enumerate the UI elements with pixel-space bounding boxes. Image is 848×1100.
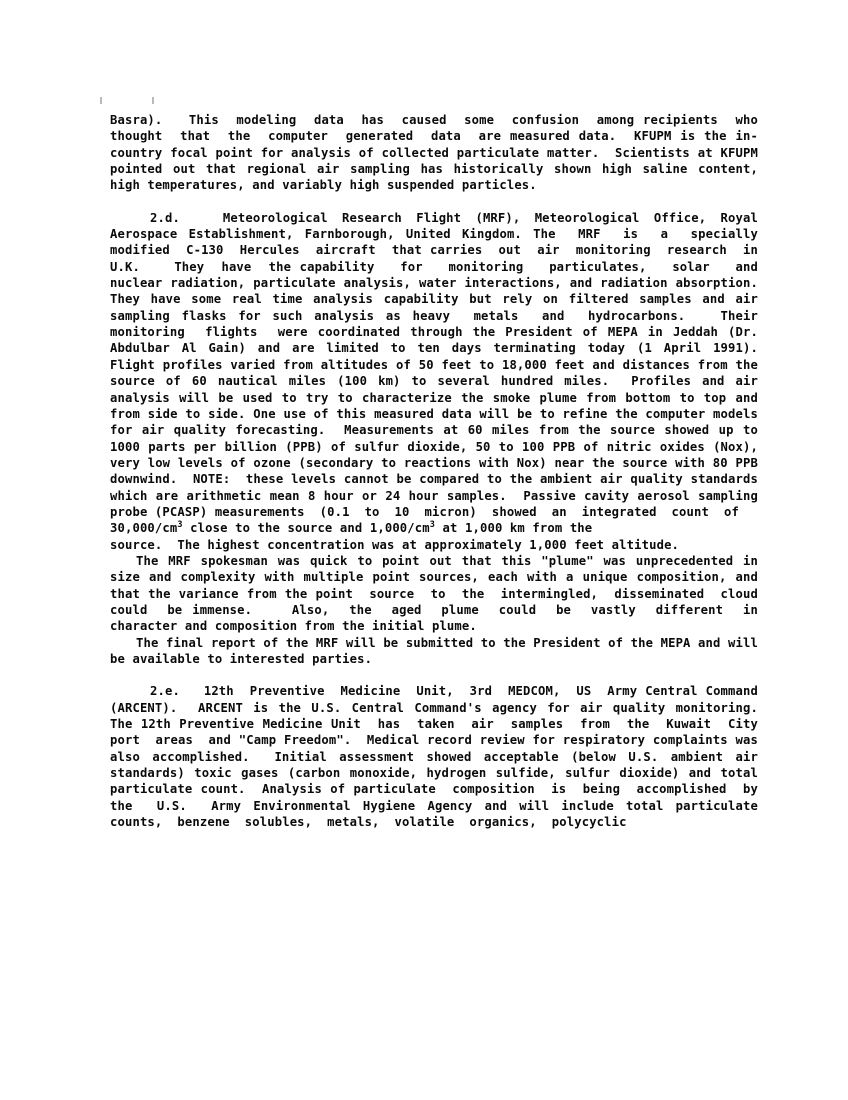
paragraph-2d: 2.d. Meteorological Research Flight (MRF), Meteorological Office, Royal Aerospace Establishment, Farnborough, United Kingdom. The MRF is a specially modified C-130 Hercules aircraft that carries out air monitoring research in U.K. They have the capability for monitoring particulates, solar and nuclear radiation, particulate analysis, water interactions, and radiation absorption. They have some real time analysis capability but rely on filtered samples and air sampling flasks for such analysis as heavy metals and hydrocarbons. Their monitoring flights were coordinated through the President of MEPA in Jeddah (Dr. Abdulbar Al Gain) and are limited to ten days terminating today (1 April 1991). Flight profiles varied from altitudes of 50 feet to 18,000 feet and distances from the source of 60 nautical miles (100 km) to several hundred miles. Profiles and air analysis will be used to try to characterize the smoke plume from bottom to top and from side to side. One use of this measured data will be to refine the computer models for air quality forecasting. Measurements at 60 miles from the source showed up to 1000 parts per billion (PPB) of sulfur dioxide, 50 to 100 PPB of nitric oxides (Nox), very low levels of ozone (secondary to reactions with Nox) near the source with 80 PPB downwind. NOTE: these levels cannot be compared to the ambient air quality standards which are arithmetic mean 8 hour or 24 hour samples. Passive cavity aerosol sampling probe (PCASP) measurements (0.1 to 10 micron) showed an integrated count of bbox=[110, 210, 781, 519]
text-count-after: at 1,000 km from the bbox=[435, 521, 593, 536]
paragraph-spacer-2 bbox=[110, 667, 758, 683]
superscript-cubic-2: 3 bbox=[429, 520, 436, 531]
paragraph-2d-tail: source. The highest concentration was at approximately 1,000 feet altitude. bbox=[110, 537, 680, 552]
paragraph-spacer bbox=[110, 194, 758, 210]
scan-artifact-mark-left bbox=[100, 97, 102, 104]
paragraph-2d-continuation bbox=[110, 520, 758, 536]
text-count-value-1: 30,000/cm bbox=[110, 521, 178, 536]
superscript-cubic-1: 3 bbox=[177, 520, 183, 531]
paragraph-basra: Basra). This modeling data has caused some confusion among recipients who thought that the computer generated data are measured data. KFUPM is the in-country focal point for analysis of collected particulate matter. Scientists at KFUPM pointed out that regional air sampling has historically shown high saline content, high temperatures, and variably high suspended particles. bbox=[110, 113, 773, 193]
paragraph-2e: 2.e. 12th Preventive Medicine Unit, 3rd MEDCOM, US Army Central Command (ARCENT). ARCENT is the U.S. Central Command's agency for air quality monitoring. The 12th Preventive Medicine Unit has taken air samples from the Kuwait City port areas and "Camp Freedom". Medical record review for respiratory complaints was also accomplished. Initial assessment showed acceptable (below U.S. ambient air standards) toxic gases (carbon monoxide, hydrogen sulfide, sulfur dioxide) and total particulate count. Analysis of particulate composition is being accomplished by the U.S. Army Environmental Hygiene Agency and will include total particulate counts, benzene solubles, metals, volatile organics, polycyclic bbox=[110, 684, 773, 830]
document-body bbox=[110, 112, 781, 830]
paragraph-final-report: The final report of the MRF will be submitted to the President of the MEPA and will be available to interested parties. bbox=[110, 635, 766, 666]
scan-artifact-mark-right bbox=[152, 97, 154, 104]
text-count-middle: close to the source and 1,000/cm bbox=[182, 521, 430, 536]
paragraph-mrf-spokesman: The MRF spokesman was quick to point out that this "plume" was unprecedented in size and complexity with multiple point sources, each with a unique composition, and that the variance from the point source to the intermingled, disseminated cloud could be immense. Also, the aged plume could be vastly different in character and composition from the initial plume. bbox=[110, 553, 773, 634]
